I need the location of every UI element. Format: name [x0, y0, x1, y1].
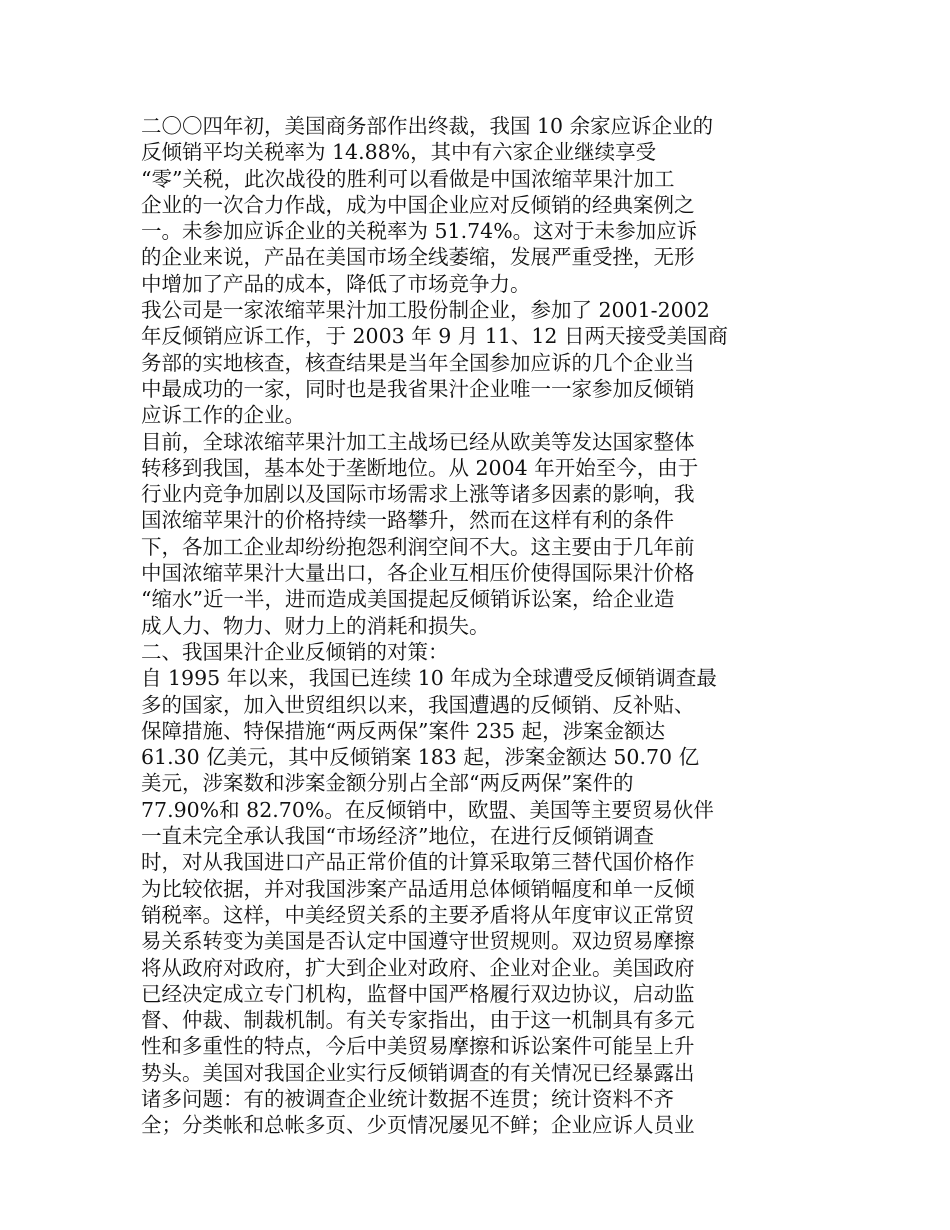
text-line: 自 1995 年以来，我国已连续 10 年成为全球遭受反倾销调查最: [141, 666, 717, 691]
text-line: 诸多问题：有的被调查企业统计数据不连贯；统计资料不齐: [141, 1086, 674, 1111]
text-line: 目前，全球浓缩苹果汁加工主战场已经从欧美等发达国家整体: [141, 429, 695, 454]
text-line: 督、仲裁、制裁机制。有关专家指出，由于这一机制具有多元: [141, 1008, 695, 1033]
text-line: 势头。美国对我国企业实行反倾销调查的有关情况已经暴露出: [141, 1060, 695, 1085]
text-line: 年反倾销应诉工作，于 2003 年 9 月 11、12 日两天接受美国商: [141, 324, 728, 349]
text-line: 将从政府对政府，扩大到企业对政府、企业对企业。美国政府: [141, 955, 695, 980]
text-line: 已经决定成立专门机构，监督中国严格履行双边协议，启动监: [141, 981, 695, 1006]
text-line: 保障措施、特保措施“两反两保”案件 235 起，涉案金额达: [141, 718, 666, 743]
text-line: 全；分类帐和总帐多页、少页情况屡见不鲜；企业应诉人员业: [141, 1113, 695, 1138]
text-line: 中最成功的一家，同时也是我省果汁企业唯一一家参加反倾销: [141, 376, 695, 401]
text-line: 行业内竞争加剧以及国际市场需求上涨等诸多因素的影响，我: [141, 482, 695, 507]
text-line: “零”关税，此次战役的胜利可以看做是中国浓缩苹果汁加工: [141, 166, 675, 191]
text-line: 77.90%和 82.70%。在反倾销中，欧盟、美国等主要贸易伙伴: [141, 797, 714, 822]
text-line: 应诉工作的企业。: [141, 403, 305, 428]
text-line: 成人力、物力、财力上的消耗和损失。: [141, 613, 490, 638]
text-line: 61.30 亿美元，其中反倾销案 183 起，涉案金额达 50.70 亿: [141, 745, 700, 770]
text-line: 性和多重性的特点，今后中美贸易摩擦和诉讼案件可能呈上升: [141, 1034, 695, 1059]
text-line: 中增加了产品的成本，降低了市场竞争力。: [141, 271, 531, 296]
text-line: 易关系转变为美国是否认定中国遵守世贸规则。双边贸易摩擦: [141, 929, 695, 954]
text-line: 多的国家，加入世贸组织以来，我国遭遇的反倾销、反补贴、: [141, 692, 695, 717]
document-body: [141, 113, 741, 1139]
text-line: 一。未参加应诉企业的关税率为 51.74%。这对于未参加应诉: [141, 219, 698, 244]
text-line: 反倾销平均关税率为 14.88%，其中有六家企业继续享受: [141, 140, 657, 165]
text-line: 销税率。这样，中美经贸关系的主要矛盾将从年度审议正常贸: [141, 902, 695, 927]
text-line: 的企业来说，产品在美国市场全线萎缩，发展严重受挫，无形: [141, 245, 695, 270]
text-line: 二〇〇四年初，美国商务部作出终裁，我国 10 余家应诉企业的: [141, 114, 714, 138]
text-line: 我公司是一家浓缩苹果汁加工股份制企业，参加了 2001-2002: [141, 298, 710, 323]
text-line: 国浓缩苹果汁的价格持续一路攀升，然而在这样有利的条件: [141, 508, 674, 533]
text-line: 转移到我国，基本处于垄断地位。从 2004 年开始至今，由于: [141, 455, 699, 480]
text-line: 美元，涉案数和涉案金额分别占全部“两反两保”案件的: [141, 771, 634, 796]
text-line: 时，对从我国进口产品正常价值的计算采取第三替代国价格作: [141, 850, 695, 875]
text-line: 中国浓缩苹果汁大量出口，各企业互相压价使得国际果汁价格: [141, 561, 695, 586]
text-line: 企业的一次合力作战，成为中国企业应对反倾销的经典案例之: [141, 192, 695, 217]
text-line: 务部的实地核查，核查结果是当年全国参加应诉的几个企业当: [141, 350, 695, 375]
text-line: 下，各加工企业却纷纷抱怨利润空间不大。这主要由于几年前: [141, 534, 695, 559]
text-line: 二、我国果汁企业反倾销的对策：: [141, 639, 449, 664]
text-line: 为比较依据，并对我国涉案产品适用总体倾销幅度和单一反倾: [141, 876, 695, 901]
text-line: 一直未完全承认我国“市场经济”地位，在进行反倾销调查: [141, 824, 654, 849]
text-line: “缩水”近一半，进而造成美国提起反倾销诉讼案，给企业造: [141, 587, 675, 612]
